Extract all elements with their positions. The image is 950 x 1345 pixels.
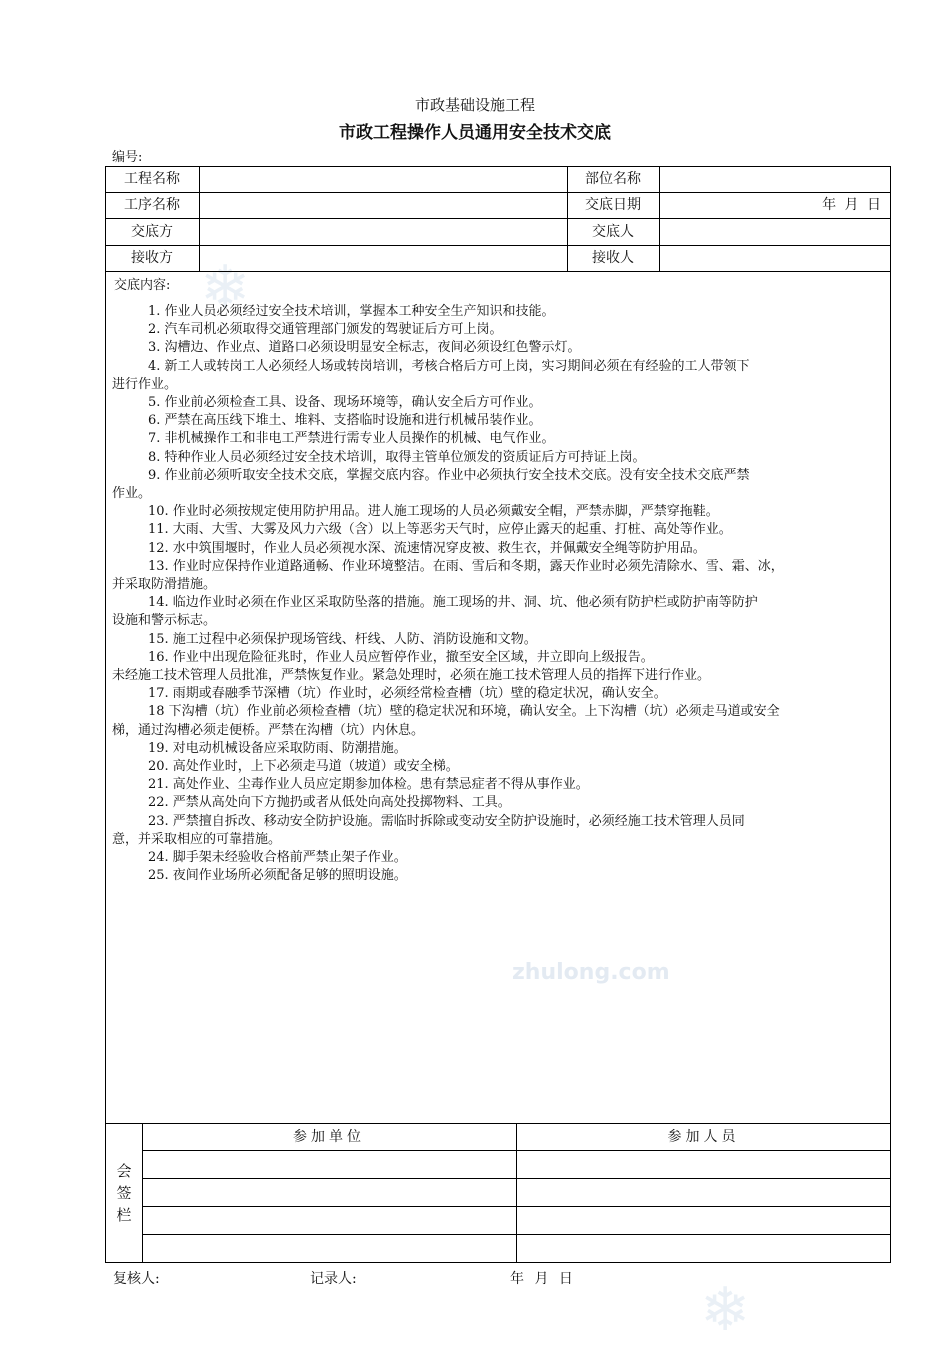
safety-items-list (112, 303, 884, 886)
content-heading: 交底内容: (114, 278, 171, 293)
process-name-label: 工序名称 (124, 197, 180, 213)
safety-item-text: 12. 水中筑围堰时，作业人员必须视水深、流速情况穿皮被、救生衣，并佩戴安全绳等防护用品。 (148, 540, 706, 556)
safety-item (112, 813, 884, 849)
safety-item-continuation: 未经施工技术管理人员批准，严禁恢复作业。紧急处理时，必须在施工技术管理人员的指挥下进行作业。 (112, 668, 711, 684)
safety-item (112, 740, 884, 758)
receiving-party-label: 接收方 (131, 250, 173, 266)
handover-party-label: 交底方 (131, 224, 173, 240)
watermark-text: zhulong.com (512, 960, 670, 985)
dept-name-label: 部位名称 (585, 171, 641, 187)
safety-item-text: 4. 新工人或转岗工人必须经人场或转岗培训，考核合格后方可上岗，实习期间必须在有经验的工人带领下 (148, 358, 750, 374)
handover-person-label: 交底人 (592, 224, 634, 240)
safety-item (112, 412, 884, 430)
reviewer-label: 复核人: (113, 1271, 160, 1287)
page-title: 市政工程操作人员通用安全技术交底 (339, 123, 611, 143)
safety-item-text: 9. 作业前必须听取安全技术交底，掌握交底内容。作业中必须执行安全技术交底。没有安全技术交底严禁 (148, 467, 750, 483)
signoff-label-char: 签 (116, 1184, 132, 1202)
safety-item (112, 394, 884, 412)
safety-item-continuation: 进行作业。 (112, 376, 178, 392)
safety-item-text: 3. 沟槽边、作业点、道路口必须设明显安全标志，夜间必须设红色警示灯。 (148, 340, 581, 356)
snowflake-icon: ❄ (200, 253, 251, 323)
handover-date-value: 年 月 日 (822, 197, 881, 213)
safety-item (112, 303, 884, 321)
safety-item-text: 2. 汽车司机必须取得交通管理部门颁发的驾驶证后方可上岗。 (148, 322, 503, 338)
safety-item-continuation: 作业。 (112, 486, 152, 502)
safety-item-text: 6. 严禁在高压线下堆土、堆料、支搭临时设施和进行机械吊装作业。 (148, 413, 542, 429)
safety-item-text: 17. 雨期或春融季节深槽（坑）作业时，必须经常检查槽（坑）壁的稳定状况，确认安全。 (148, 686, 667, 702)
safety-item (112, 867, 884, 885)
safety-item (112, 449, 884, 467)
safety-item (112, 467, 884, 503)
safety-item (112, 703, 884, 739)
safety-item-text: 24. 脚手架未经验收合格前严禁止架子作业。 (148, 850, 407, 866)
safety-item (112, 321, 884, 339)
participating-people-header: 参加人员 (667, 1129, 740, 1145)
safety-item (112, 540, 884, 558)
recorder-label: 记录人: (310, 1271, 357, 1287)
safety-item (112, 558, 884, 594)
signoff-label-char: 栏 (116, 1206, 132, 1224)
signoff-label-char: 会 (116, 1162, 132, 1180)
signoff-label (106, 1124, 142, 1262)
safety-item-text: 25. 夜间作业场所必须配备足够的照明设施。 (148, 868, 407, 884)
safety-item-text: 21. 高处作业、尘毒作业人员应定期参加体检。患有禁忌症者不得从事作业。 (148, 777, 589, 793)
safety-item (112, 521, 884, 539)
safety-item (112, 631, 884, 649)
safety-item-text: 5. 作业前必须检查工具、设备、现场环境等，确认安全后方可作业。 (148, 395, 542, 411)
safety-item (112, 430, 884, 448)
safety-item-text: 16. 作业中出现危险征兆时，作业人员应暂停作业，撤至安全区域，井立即向上级报告。 (148, 649, 654, 665)
participating-unit-header: 参加单位 (293, 1129, 365, 1145)
safety-item-text: 11. 大雨、大雪、大雾及风力六级（含）以上等恶劣天气时，应停止露天的起重、打桩、高处等作业。 (148, 522, 732, 538)
safety-item (112, 503, 884, 521)
page-subtitle: 市政基础设施工程 (414, 96, 535, 114)
footer-date: 年 月 日 (510, 1271, 573, 1287)
safety-item-text: 18 下沟槽（坑）作业前必须检查槽（坑）壁的稳定状况和环境，确认安全。上下沟槽（坑）必须走马道或安全 (148, 704, 780, 720)
safety-item-continuation: 意，并采取相应的可靠措施。 (112, 831, 282, 847)
safety-item (112, 358, 884, 394)
safety-item-continuation: 并采取防滑措施。 (112, 577, 217, 593)
safety-item-text: 10. 作业时必须按规定使用防护用品。进人施工现场的人员必须戴安全帽，严禁赤脚，严禁穿拖鞋。 (148, 504, 719, 520)
safety-item-continuation: 梯，通过沟槽必须走便桥。严禁在沟槽（坑）内休息。 (112, 722, 425, 738)
safety-item-text: 7. 非机械操作工和非电工严禁进行需专业人员操作的机械、电气作业。 (148, 431, 555, 447)
safety-item-text: 15. 施工过程中必须保护现场管线、杆线、人防、消防设施和文物。 (148, 631, 537, 647)
receiver-label: 接收人 (592, 250, 634, 266)
safety-item (112, 794, 884, 812)
safety-item-text: 14. 临边作业时必须在作业区采取防坠落的措施。施工现场的井、洞、坑、他必须有防护栏或防护南等防护 (148, 595, 758, 611)
safety-item (112, 594, 884, 630)
safety-item (112, 776, 884, 794)
safety-item (112, 339, 884, 357)
safety-item-text: 19. 对电动机械设备应采取防雨、防潮措施。 (148, 740, 407, 756)
handover-date-label: 交底日期 (585, 197, 641, 213)
snowflake-icon: ❄ (700, 1275, 751, 1345)
safety-item-text: 20. 高处作业时，上下必须走马道（坡道）或安全梯。 (148, 759, 459, 775)
safety-item-continuation: 设施和警示标志。 (112, 613, 217, 629)
safety-item-text: 22. 严禁从高处向下方抛扔或者从低处向高处投掷物料、工具。 (148, 795, 511, 811)
safety-item (112, 758, 884, 776)
safety-item-text: 8. 特种作业人员必须经过安全技术培训，取得主管单位颁发的资质证后方可持证上岗。 (148, 449, 646, 465)
safety-item-text: 23. 严禁擅自拆改、移动安全防护设施。需临时拆除或变动安全防护设施时，必须经施工技术管理人员同 (148, 813, 745, 829)
document-number-label: 编号: (112, 150, 143, 165)
safety-item (112, 649, 884, 685)
safety-item-text: 1. 作业人员必须经过安全技术培训，掌握本工种安全生产知识和技能。 (148, 304, 555, 319)
safety-item (112, 685, 884, 703)
project-name-label: 工程名称 (124, 171, 180, 187)
safety-item (112, 849, 884, 867)
safety-item-text: 13. 作业时应保持作业道路通畅、作业环境整洁。在雨、雪后和冬期，露天作业时必须先清除水、雪、霜、冰， (148, 558, 784, 574)
